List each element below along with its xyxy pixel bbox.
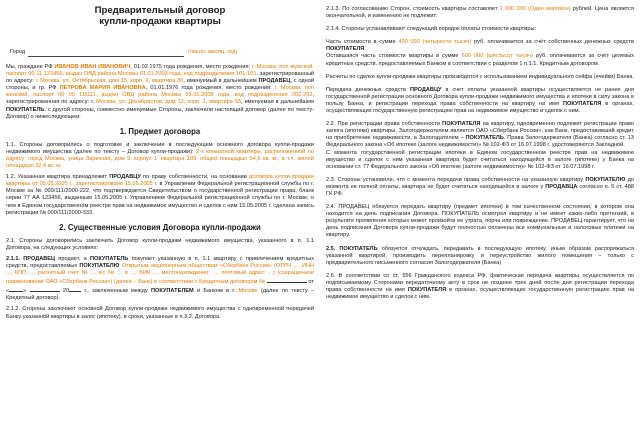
- buyer-address: Москва, ул. Декабристов, дом 12, корп. 1, квартира 55: [96, 99, 242, 106]
- payment-own-funds: Часть стоимости в сумме 400 000 (четыреста тысяч) руб. оплачивается за счёт собственных денежных средств ПОКУПАТЕЛЯ. Оставшаяся часть стоимости квартиры в сумме 600 000 (шестьсот тысяч) руб. оплачивается за счёт целевых кредитных средств, предоставляемых Банком в соответствии с разделом 1 п.1.1. Кредитным договором.: [326, 39, 635, 67]
- transfer-paragraph: Передача денежных средств ПРОДАВЦУ в счет оплаты указанной квартиры осуществляется не ранее дня государственной регистрации основного Договора купли-продажи недвижимого имущества и ипотеки в силу закона в пользу Банка, и регистрации перехода права собственности на квартиру на имя ПОКУПАТЕЛЯ в органах, осуществляющих государственную регистрацию прав на недвижимое имущество и сделок с ним.: [326, 86, 634, 115]
- clause-2-2: 2.2. При регистрации права собственности ПОКУПАТЕЛЯ на квартиру, одновременно подлежит регистрации право залога (ипотеки) квартиры. Залогодержателем является ОАО «Сбербанк России», как Банк, предоставивший кредит на приобретение недвижимости, а Залогодателем – ПОКУПАТЕЛЬ. Права Залогодержателя (Банка) согласно ст. 13 Федерального закона «Об ипотеке (залоге недвижимости)» № 102-ФЗ от 16.07.1998 г. удостоверяются Закладной. С момента государственной регистрации ипотеки в Едином государственном реестре прав на недвижимое имущество и сделок с ним указанная квартира будет считаться находящейся в залоге (ипотеке) у Банка на основании ст. 77 Федерального закона «Об ипотеке (залоге недвижимости)» № 102-ФЗ от 16.07.1998 г.: [326, 121, 634, 170]
- own-funds-amount: 400 000 (четыреста тысяч): [398, 39, 472, 46]
- seller-details: г. Москва, пол мужской, паспорт 00 11 123456, выдан ОВД района Москвы 01.01.2003 года, код подразделения 101-101,: [6, 64, 314, 78]
- bank-details: Открытым акционерным обществом «Сбербанк России» (ОГРН ..., ИНН ..., КПП ..., расчетный счет № ... к/с № ... в ..., БИК ..., местонахождение: ..., почтовый адрес: ...) (сокращенное наименование ОАО «Сбербанк России») (далее – Банк) в соответствии с Кредитным договором №: [6, 262, 314, 286]
- clause-2-1: 2.1. Стороны договорились заключить Договор купли-продажи недвижимого имущества, указанного в п. 1.1 Договора, на следующих условиях:: [6, 237, 314, 251]
- document-title: [6, 5, 314, 27]
- clause-1-2: 1.2. Указанная квартира принадлежит ПРОДАВЦУ по праву собственности, на основании договора купли-продажи квартиры от 05.05.2005 г., зарегистрировано 15.05.2005 г. в Управлении Федеральной регистрационной службы по г. Москве за № 000/111/2000-222, что подтверждается Свидетельством о государственной регистрации права, бланк серии 77 АА 123456, выданным 15.05.2005 г. Управлением Федеральной регистрационной службы по г. Москве, о чем в Едином государственном реестре прав на недвижимое имущество и сделок с ним 15.05.2005 г. сделана запись регистрации № 000/111/2000-333.: [6, 174, 314, 216]
- clause-2-3: 2.3. Стороны установили, что с момента передачи права собственности на указанную квартиру ПОКУПАТЕЛЮ до момента ее полной оплаты, квартира не будет считаться находящейся в залоге у ПРОДАВЦА согласно п. 5 ст. 488 ГК РФ.: [326, 176, 634, 197]
- date-note: (число, месяц, год): [188, 49, 238, 55]
- section-1-heading: 1. Предмет договора: [119, 126, 201, 136]
- title-line-2: купли-продажи квартиры: [99, 16, 221, 27]
- buyer-name: ПЕТРОВА МАРИЯ ИВАНОВНА: [59, 85, 146, 92]
- city-underline: [28, 56, 184, 57]
- section-2-heading: 2. Существенные условия Договора купли-продажи: [59, 222, 261, 232]
- clause-2-4: 2.4. ПРОДАВЕЦ обязуется передать квартиру (предмет ипотеки) в том качественном состоянии, в котором она находится на день подписания Договора. ПОКУПАТЕЛЬ осмотрел квартиру и не имеет каких-либо претензий, в результате проявления которых может произойти ее утрата, порча или повреждение. ПРОДАВЕЦ гарантирует, что на день подписания Договора купли-продажи будут полностью оплачены все коммунальные и налоговые платежи на квартиру.: [326, 204, 634, 239]
- price-value: 1 000 000 (Один миллион): [499, 6, 571, 12]
- apartment-description: 2-х комнатной квартиры, расположенной по адресу: город Москва, улица Заречная, дом 9, корпус 1, квартира 109, общей площадью 54,6 кв. м., в т.ч. жилой площадью 32,4 кв. м.: [6, 148, 314, 170]
- clause-2-5: 2.5. ПОКУПАТЕЛЬ обязуется отчуждать, передавать в последующую ипотеку, иным образом распоряжаться указанной квартирой, производить перепланировку и переустройство жилого помещения – только с предварительного письменного согласия Залогодержателя (Банка): [326, 245, 634, 266]
- contract-number-blank: [267, 277, 307, 283]
- intro-paragraph: Мы, граждане РФ ИВАНОВ ИВАН ИВАНОВИЧ, 01.02.1975 года рождения, место рождения: г. Москва, пол мужской, паспорт 00 11 123456, выдан ОВД района Москвы 01.01.2003 года, код подразделения 101-101, зарегистрированный по адресу: г. Москва, ул. Октябрьская, дом 15, корп. 2, квартира 36, именуемый в дальнейшем ПРОДАВЕЦ, с одной стороны, и гр. РФ ПЕТРОВА МАРИЯ ИВАНОВНА, 01.01.1976 года рождения, место рождения: г. Москва, пол женский, паспорт 00 00 111111, выдан ОВД района Москвы 01.01.2008 года, код подразделения 202-202, зарегистрированная по адресу: г. Москва, ул. Декабристов, дом 12, корп. 1, квартира 55, именуемая в дальнейшем ПОКУПАТЕЛЬ, с другой стороны, совместно именуемые Стороны, заключили настоящий договор (далее по тексту-Договор) о нижеследующем:: [6, 64, 314, 120]
- seller-name: ИВАНОВ ИВАН ИВАНОВИЧ: [54, 64, 131, 70]
- clause-2-6: 2.6. В соответствии со ст. 556 Гражданского кодекса РФ, фактическая передача квартиры осуществляется по подписываемому Сторонами передаточному акту в срок не позднее трех дней после дня регистрации перехода права собственности на имя ПОКУПАТЕЛЯ в органах, осуществляющих государственную регистрацию прав на недвижимое имущество и сделок с ним.: [326, 272, 634, 301]
- clause-2-1-2: 2.1.2. Стороны заключают основной Договор купли-продажи недвижимого имущества с одновременной передачей Банку указанной квартиры в залог (ипотеку), в сроки, указанные в п.3.2. Договора.: [6, 306, 314, 320]
- seller-address: г. Москва, ул. Октябрьская, дом 15, корп. 2, квартира 36: [35, 78, 184, 85]
- buyer-role: ПОКУПАТЕЛЬ: [6, 106, 45, 113]
- seller-role: ПРОДАВЕЦ: [258, 78, 291, 85]
- clause-2-1-3: 2.1.3. По согласованию Сторон, стоимость квартиры составляет 1 000 000 (Один миллион) рублей. Цена является окончательной, и изменению не подлежит.: [326, 6, 634, 20]
- month-blank: [30, 286, 60, 292]
- day-blank: [9, 286, 23, 292]
- title-line-1: Предварительный договор: [94, 5, 226, 16]
- city-date-row: [6, 49, 314, 58]
- credit-amount: 600 000 (шестьсот тысяч): [461, 53, 533, 60]
- buyer-details: г. Москва, пол женский, паспорт 00 00 111111, выдан ОВД района Москвы 01.01.2008 года, код подразделения 202-202: [6, 85, 314, 99]
- clause-2-1-1: 2.1.1. ПРОДАВЕЦ продает, а ПОКУПАТЕЛЬ покупает указанную в п. 1.1 квартиру с привлечением кредитных средств, предоставляемых ПОКУПАТЕЛЮ Открытым акционерным обществом «Сбербанк России» (ОГРН ..., ИНН ..., КПП ..., расчетный счет № ... к/с № ... в ..., БИК ..., местонахождение: ..., почтовый адрес: ...) (сокращенное наименование ОАО «Сбербанк России») (далее – Банк) в соответствии с Кредитным договором № от « » 20 г., заключенным между ПОКУПАТЕЛЕМ и Банком в г. Москве (далее по тексту – Кредитный договор).: [6, 255, 315, 302]
- clause-2-1-4: 2.1.4. Стороны устанавливают следующий порядок оплаты стоимости квартиры:: [326, 26, 537, 33]
- left-column: [6, 0, 314, 325]
- ownership-basis: договора купли-продажи квартиры от 05.05.2005 г., зарегистрировано 15.05.2005 г.: [6, 174, 314, 188]
- settlement-paragraph: Расчеты по сделке купли-продажи квартиры производятся с использованием индивидуального сейфа (ячейки) Банка.: [326, 73, 634, 80]
- year-blank: [69, 286, 81, 292]
- right-column: [326, 0, 634, 307]
- city-label: Город: [10, 49, 26, 55]
- clause-1-1: 1.1. Стороны договорились о подготовке и заключении в последующем основного договора купли-продажи недвижимого имущества (далее по тексту – Договор купли-продажи): 2-х комнатной квартиры, расположенной по адресу: город Москва, улица Заречная, дом 9, корпус 1, квартира 109, общей площадью 54,6 кв. м., в т.ч. жилой площадью 32,4 кв. м.: [6, 141, 314, 170]
